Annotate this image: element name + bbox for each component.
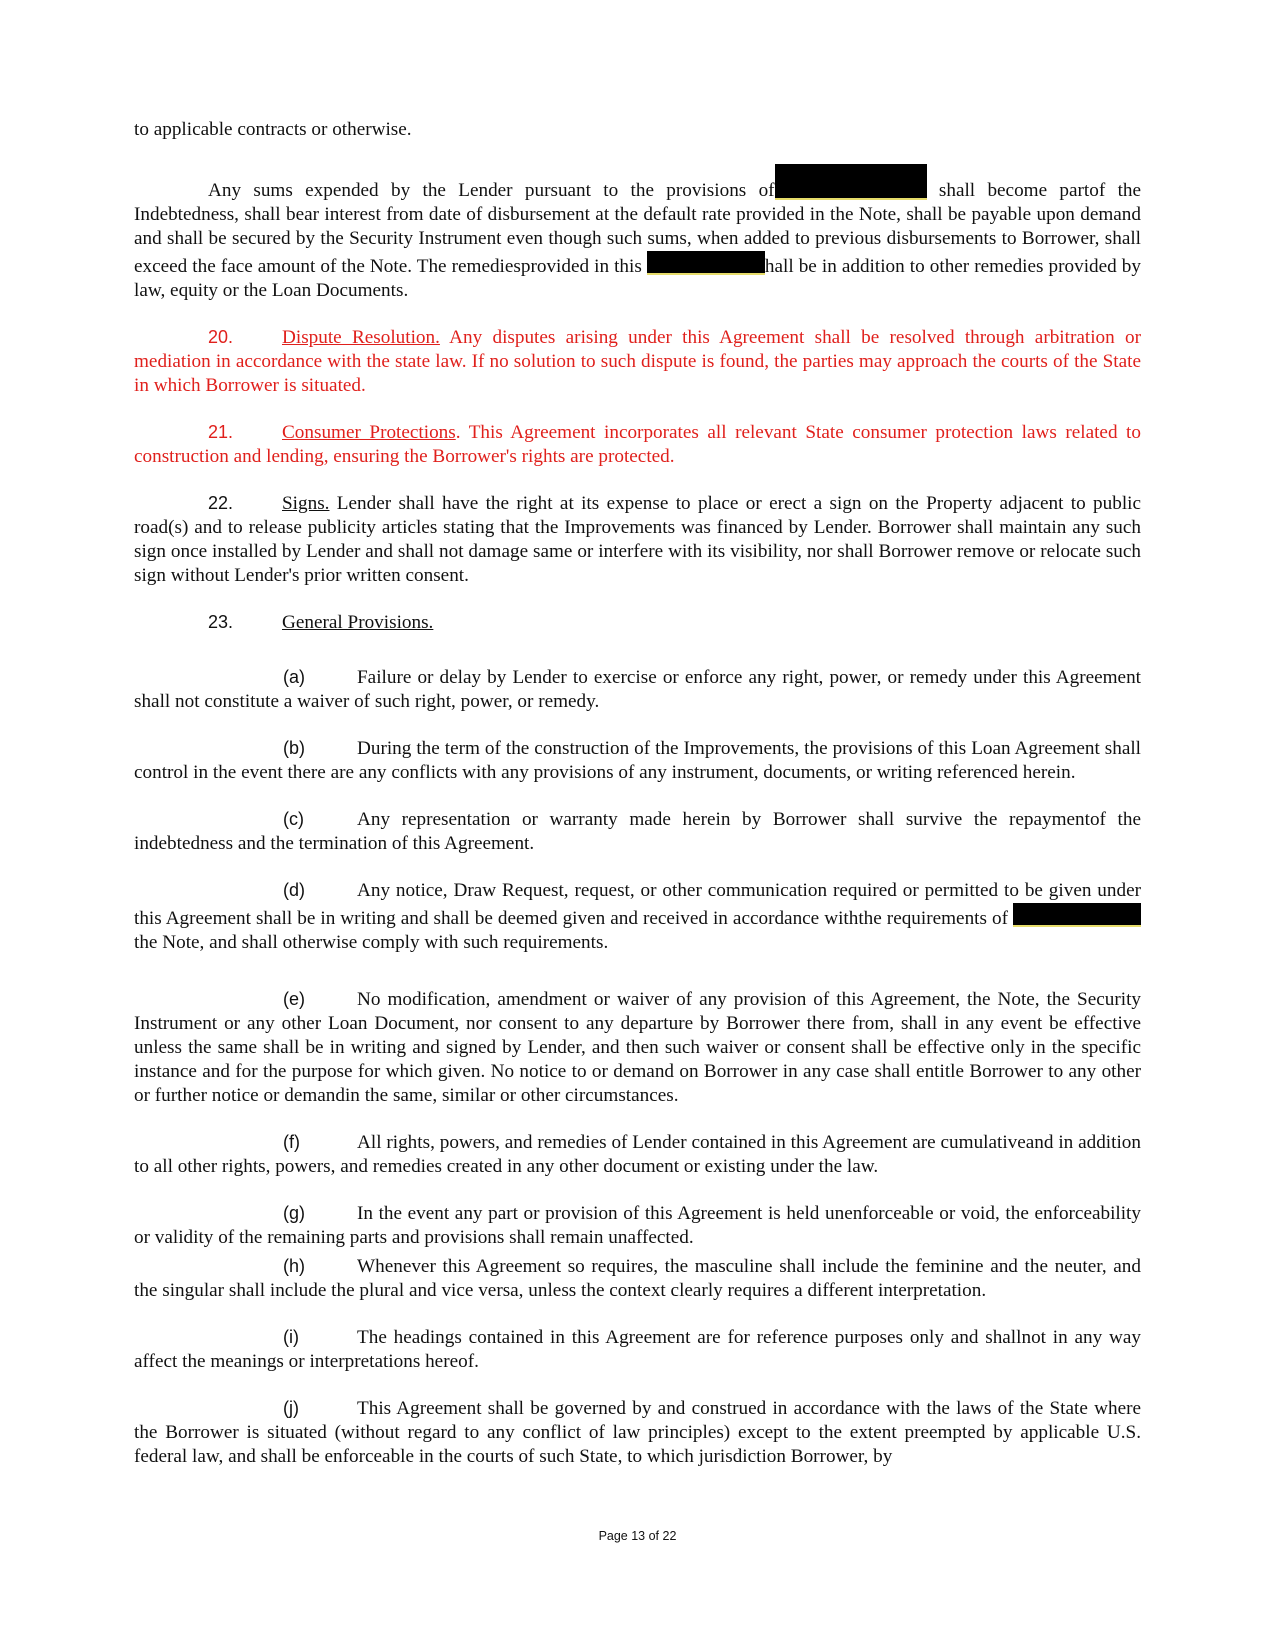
- section-21-consumer-protections: 21. Consumer Protections. This Agreement incorporates all relevant State consumer protection laws related to construction and lending, ensuring the Borrower's rights are protected.: [134, 422, 1141, 467]
- subsection-j: (j) This Agreement shall be governed by and construed in accordance with the laws of the State where the Borrower is situated (without regard to any conflict of law principles) except to the extent preempted by applicable U.S. federal law, and shall be enforceable in the courts of such State, to which jurisdiction Borrower, by: [134, 1398, 1141, 1467]
- section-22-signs: 22. Signs. Lender shall have the right at its expense to place or erect a sign on the Property adjacent to public road(s) and to release publicity articles stating that the Improvements was financed by Lender. Borrower shall maintain any such sign once installed by Lender and shall not damage same or interfere with its visibility, nor shall Borrower remove or relocate such sign without Lender's prior written consent.: [134, 493, 1141, 586]
- section-heading: Signs.: [282, 493, 330, 514]
- section-heading: Consumer Protections: [282, 422, 456, 443]
- subsection-i: (i) The headings contained in this Agreement are for reference purposes only and shallnot in any way affect the meanings or interpretations hereof.: [134, 1327, 1141, 1372]
- section-20-dispute-resolution: 20. Dispute Resolution. Any disputes arising under this Agreement shall be resolved through arbitration or mediation in accordance with the state law. If no solution to such dispute is found, the parties may approach the courts of the State in which Borrower is situated.: [134, 327, 1141, 396]
- subsection-c: (c) Any representation or warranty made herein by Borrower shall survive the repaymentof the indebtedness and the termination of this Agreement.: [134, 809, 1141, 854]
- page-number-footer: Page 13 of 22: [598, 1529, 677, 1543]
- section-heading: General Provisions.: [282, 612, 434, 633]
- subsection-b: (b) During the term of the construction of the Improvements, the provisions of this Loan Agreement shall control in the event there are any conflicts with any provisions of any instrument, documents, or writing referenced herein.: [134, 738, 1141, 783]
- redaction-block: [647, 251, 765, 275]
- redaction-block: [775, 164, 927, 200]
- subsection-e: (e) No modification, amendment or waiver of any provision of this Agreement, the Note, the Security Instrument or any other Loan Document, nor consent to any departure by Borrower there from, shall in any event be effective unless the same shall be in writing and signed by Lender, and then such waiver or consent shall be effective only in the specific instance and for the purpose for which given. No notice to or demand on Borrower in any case shall entitle Borrower to any other or further notice or demandin the same, similar or other circumstances.: [134, 989, 1141, 1106]
- subsection-a: (a) Failure or delay by Lender to exercise or enforce any right, power, or remedy under this Agreement shall not constitute a waiver of such right, power, or remedy.: [134, 667, 1141, 712]
- section-heading: Dispute Resolution.: [282, 327, 440, 348]
- redaction-block: [1013, 903, 1141, 927]
- subsection-f: (f) All rights, powers, and remedies of Lender contained in this Agreement are cumulativeand in addition to all other rights, powers, and remedies created in any other document or existing under the law.: [134, 1132, 1141, 1177]
- subsection-d: (d) Any notice, Draw Request, request, or other communication required or permitted to be given under this Agreement shall be in writing and shall be deemed given and received in accordance withthe requirements of the Note, and shall otherwise comply with such requirements.: [134, 880, 1141, 953]
- document-page: [134, 118, 1141, 1469]
- section-23-general-provisions: 23. General Provisions.: [208, 612, 434, 633]
- subsection-h: (h) Whenever this Agreement so requires, the masculine shall include the feminine and the neuter, and the singular shall include the plural and vice versa, unless the context clearly requires a different interpretation.: [134, 1256, 1141, 1301]
- paragraph-sums-expended: Any sums expended by the Lender pursuant to the provisions of shall become partof the Indebtedness, shall bear interest from date of disbursement at the default rate provided in the Note, shall be payable upon demand and shall be secured by the Security Instrument even though such sums, when added to previous disbursements to Borrower, shall exceed the face amount of the Note. The remediesprovided in this hall be in addition to other remedies provided by law, equity or the Loan Documents.: [134, 164, 1141, 303]
- paragraph-continuation: to applicable contracts or otherwise.: [134, 119, 412, 140]
- subsection-g: (g) In the event any part or provision of this Agreement is held unenforceable or void, the enforceability or validity of the remaining parts and provisions shall remain unaffected.: [134, 1203, 1141, 1248]
